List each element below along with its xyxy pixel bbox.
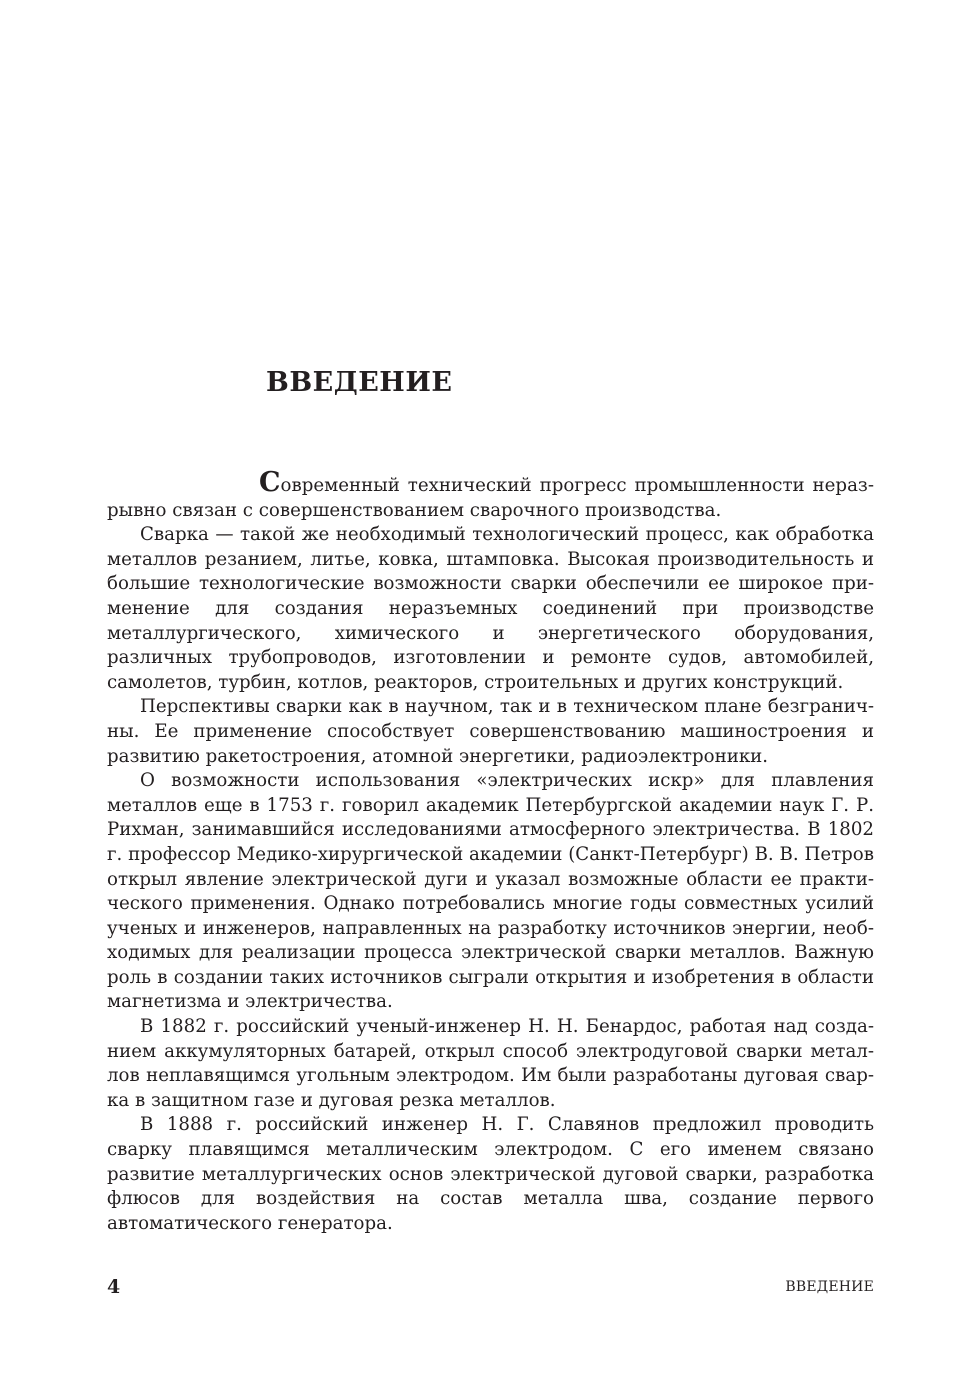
drop-cap: С [259, 467, 281, 498]
paragraph: О возможности использования «электрических искр» для плавления металлов еще в 1753 г. говорил академик Петербургской академии наук Г. Р. Рихман, занимавшийся исследованиями атмосферного электричества. В 1802 г. профессор Медико-хирургической академии (Санкт-Петербург) В. В. Петров открыл явление электрической дуги и указал возможные области ее практического применения. Однако потребовались многие годы совместных усилий ученых и инженеров, направленных на разработку источников энергии, необходимых для реализации процесса электрической сварки металлов. Важную роль в создании таких источников сыграли открытия и изобретения в области магнетизма и электричества. [107, 770, 874, 1013]
body-text [107, 469, 874, 1236]
paragraph: Перспективы сварки как в научном, так и в техническом плане безграничны. Ее применение способствует совершенствованию машиностроения и развитию ракетостроения, атомной энергетики, радиоэлектроники. [107, 696, 874, 767]
paragraph-intro-text: овременный технический прогресс промышленности неразрывно связан с совершенствованием сварочного производства. [107, 475, 874, 521]
page-number: 4 [107, 1276, 121, 1298]
paragraph: В 1882 г. российский ученый-инженер Н. Н. Бенардос, работая над созданием аккумуляторных батарей, открыл способ электродуговой сварки металлов неплавящимся угольным электродом. Им были разработаны дуговая сварка в защитном газе и дуговая резка металлов. [107, 1016, 874, 1111]
paragraph: Сварка — такой же необходимый технологический процесс, как обработка металлов резанием, литье, ковка, штамповка. Высокая производительность и большие технологические возможности сварки обеспечили ее широкое применение для создания неразъемных соединений при производстве металлургического, химического и энергетического оборудования, различных трубопроводов, изготовлении и ремонте судов, автомобилей, самолетов, турбин, котлов, реакторов, строительных и других конструкций. [107, 524, 874, 693]
running-head: ВВЕДЕНИЕ [785, 1279, 874, 1295]
paragraph: В 1888 г. российский инженер Н. Г. Славянов предложил проводить сварку плавящимся металлическим электродом. С его именем связано развитие металлургических основ электрической дуговой сварки, разработка флюсов для воздействия на состав металла шва, создание первого автоматического генератора. [107, 1114, 874, 1234]
chapter-title: ВВЕДЕНИЕ [266, 367, 453, 398]
paragraph-intro [107, 469, 874, 523]
